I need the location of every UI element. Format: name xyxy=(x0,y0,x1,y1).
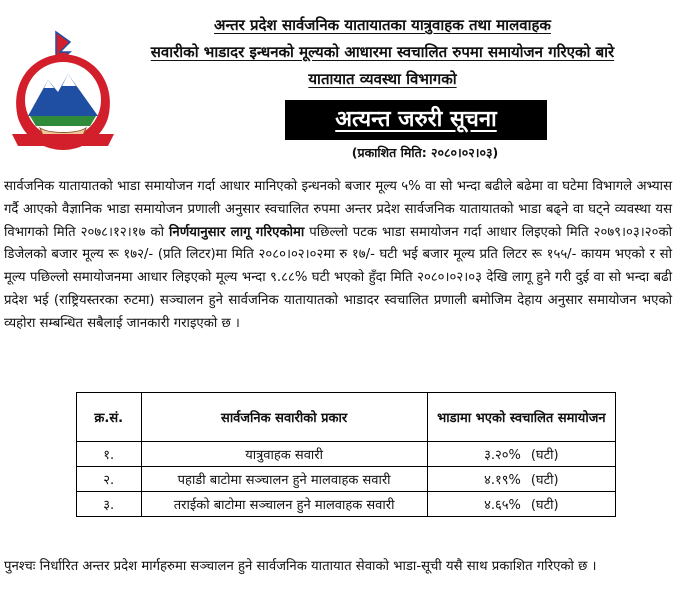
body-bold-part: निर्णयानुसार लागू गरिएकोमा xyxy=(169,224,305,240)
row-direction: (घटी) xyxy=(530,448,559,463)
urgent-notice-banner xyxy=(285,100,547,140)
table-row xyxy=(77,492,616,517)
row-rate: ४.६५% xyxy=(484,498,521,513)
row-vehicle-type: तराईको बाटोमा सञ्चालन हुने मालवाहक सवारी xyxy=(141,492,427,517)
header-vehicle-type: सार्वजनिक सवारीको प्रकार xyxy=(141,393,427,442)
heading-line-1: अन्तर प्रदेश सार्वजनिक यातायातका यात्रुवाहक तथा मालवाहक xyxy=(214,16,551,34)
banner-text: अत्यन्त जरुरी सूचना xyxy=(335,107,497,132)
notice-body xyxy=(4,176,672,336)
body-part-1: सार्वजनिक यातायातको भाडा समायोजन गर्दा आधार मानिएको इन्धनको बजार मूल्य ५% वा सो भन्दा बढीले बढेमा वा घटेमा विभागले अभ्यास गर्दै आएको वैज्ञानिक भाडा समायोजन प्रणाली अनुसार स्वचालित रुपमा अन्तर प्रदेश सार्वजनिक यातायातको भाडा बढ्ने वा घट्ने व्यवस्था यस विभागको मिति २०७८।१२।१७ को xyxy=(4,179,672,240)
row-adjustment xyxy=(427,442,615,467)
heading-line-2: सवारीको भाडादर इन्धनको मूल्यको आधारमा स्वचालित रुपमा समायोजन गरिएको बारे xyxy=(150,43,615,61)
row-adjustment xyxy=(427,467,615,492)
row-serial: १. xyxy=(77,442,142,467)
heading-line-3: यातायात व्यवस्था विभागको xyxy=(308,70,457,88)
row-rate: ४.१९% xyxy=(484,473,521,488)
nepal-emblem-icon xyxy=(4,28,122,154)
postscript-notice: पुनश्चः निर्धारित अन्तर प्रदेश मार्गहरुमा सञ्चालन हुने सार्वजनिक यातायात सेवाको भाडा-सूची यसै साथ प्रकाशित गरिएको छ । xyxy=(4,559,597,574)
row-vehicle-type: पहाडी बाटोमा सञ्चालन हुने मालवाहक सवारी xyxy=(141,467,427,492)
row-serial: २. xyxy=(77,467,142,492)
header-serial: क्र.सं. xyxy=(77,393,142,442)
table-row xyxy=(77,442,616,467)
publication-date: (प्रकाशित मिति: २०८०।०२।०३) xyxy=(351,145,499,160)
row-rate: ३.२०% xyxy=(484,448,521,463)
body-part-2: पछिल्लो पटक भाडा समायोजन गर्दा आधार लिइएको मिति २०७९।०३।२०को डिजेलको बजार मूल्य रू १७२/- (प्रति लिटर)मा मिति २०८०।०२।०२मा रु १७/- घटी भई बजार मूल्य प्रति लिटर रू १५५/- कायम भएको र सो मूल्य पछिल्लो समायोजनमा आधार लिइएको मूल्य भन्दा ९.८८% घटी भएको हुँदा मिति २०८०।०२।०३ देखि लागू हुने गरी दुई वा सो भन्दा बढी प्रदेश भई (राष्ट्रियस्तरका रुटमा) सञ्चालन हुने सार्वजनिक यातायातको भाडादर स्वचालित प्रणाली बमोजिम देहाय अनुसार समायोजन भएको व्यहोरा सम्बन्धित सबैलाई जानकारी गराइएको छ । xyxy=(4,224,673,331)
header-adjustment: भाडामा भएको स्वचालित समायोजन xyxy=(427,393,615,442)
row-adjustment xyxy=(427,492,615,517)
row-direction: (घटी) xyxy=(530,498,559,513)
row-direction: (घटी) xyxy=(530,473,559,488)
row-serial: ३. xyxy=(77,492,142,517)
fare-adjustment-table xyxy=(76,392,616,517)
table-row xyxy=(77,467,616,492)
row-vehicle-type: यात्रुवाहक सवारी xyxy=(141,442,427,467)
table-header-row xyxy=(77,393,616,442)
notice-heading xyxy=(130,12,635,93)
